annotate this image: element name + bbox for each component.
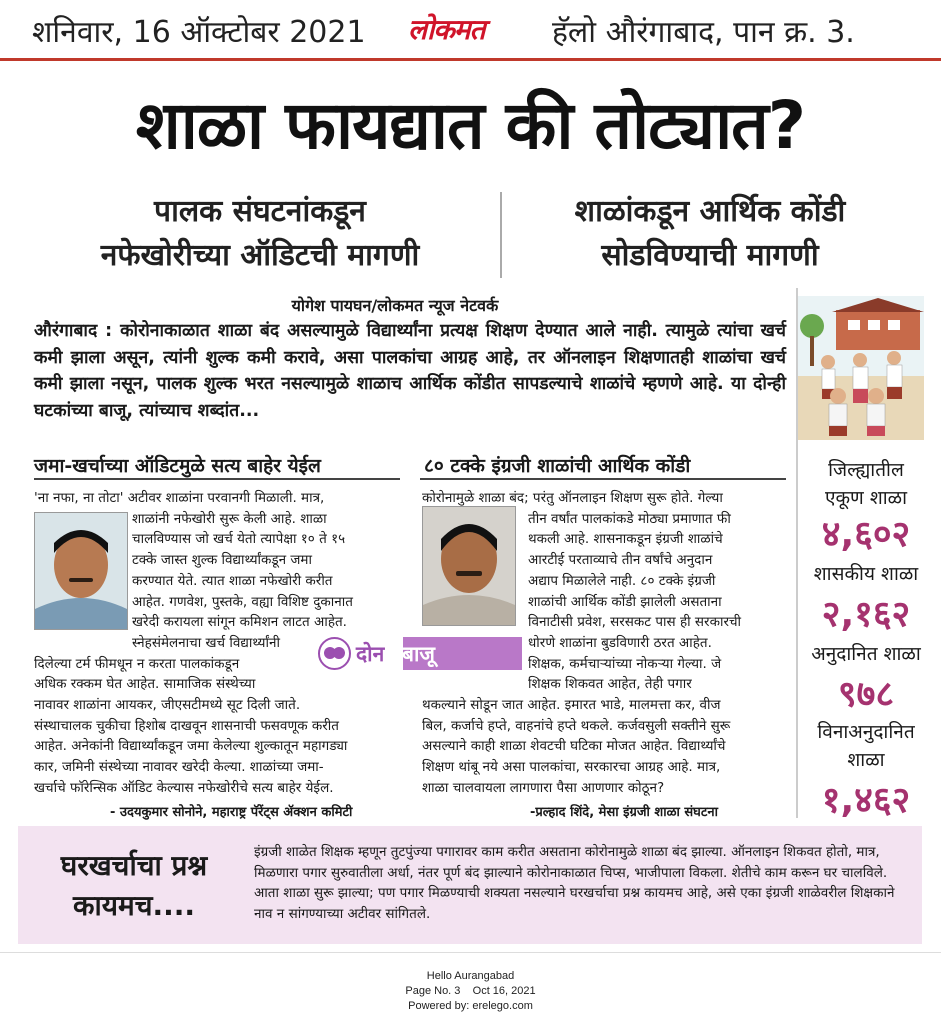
footer-rule <box>0 952 941 953</box>
header-edition: हॅलो औरंगाबाद, पान क्र. 3. <box>552 15 855 50</box>
right-body-line: अद्याप मिळालेले नाही. ८० टक्के इंग्रजी <box>528 572 716 589</box>
left-body-line: स्नेहसंमेलनाचा खर्च विद्यार्थ्यांनी <box>132 634 280 651</box>
left-signature: - उदयकुमार सोनोने, महाराष्ट्र पॅरेंट्स ॲक्शन कमिटी <box>110 805 353 820</box>
right-body-line: शाळा चालवायला लागणारा पैसा आणणार कोठून? <box>422 779 665 796</box>
byline: योगेश पायघन/लोकमत न्यूज नेटवर्क <box>291 296 499 315</box>
right-body-line: बिल, कर्जाचे हप्ते, वाहनांचे हप्ते थकले. कर्जवसुली सक्तीने सुरू <box>422 717 731 734</box>
right-body-line: कोरोनामुळे शाळा बंद; परंतु ऑनलाइन शिक्षण सुरू होते. गेल्या <box>422 490 723 506</box>
box-title-line: कायमच.... <box>72 889 196 922</box>
left-body-line: शाळांनी नफेखोरी सुरू केली आहे. शाळा <box>132 510 327 527</box>
left-body-line: टक्के जास्त शुल्क विद्यार्थ्यांकडून जमा <box>132 552 313 569</box>
left-column-heading: जमा-खर्चाच्या ऑडिटमुळे सत्य बाहेर येईल <box>34 455 321 477</box>
left-body-line: आहेत. गणवेश, पुस्तके, वह्या विशिष्ट दुकानात <box>132 593 353 610</box>
lokmat-logo: लोकमत <box>408 13 485 46</box>
lead-paragraph: औरंगाबाद : कोरोनाकाळात शाळा बंद असल्यामुळे विद्यार्थ्यांना प्रत्यक्ष शिक्षण देण्यात आले नाही. त्यामुळे त्यांचा खर्च कमी झाला असून, त्यांनी शुल्क कमी करावे, असा पालकांचा आग्रह आहे, तर ऑनलाइन शिक्षणातही शाळांचा खर्च कमी झाला नसून, पालक शुल्क भरत नसल्यामुळे शाळाच आर्थिक कोंडीत सापडल्याचे शाळांचे म्हणणे आहे. या दोन्ही घटकांच्या बाजू, त्यांच्याच शब्दांत... <box>34 321 786 421</box>
stat-value-unaided: १,४६२ <box>821 780 911 821</box>
badge-right-text: बाजू <box>402 642 436 666</box>
subhead-left-line: पालक संघटनांकडून <box>154 194 366 229</box>
right-body-line: तीन वर्षांत पालकांकडे मोठ्या प्रमाणात फी <box>528 510 731 527</box>
left-body-line: करण्यात येते. त्यात शाळा नफेखोरी करीत <box>132 572 333 589</box>
stat-label-government: शासकीय शाळा <box>813 563 919 585</box>
box-title-line: घरखर्चाचा प्रश्न <box>60 849 208 882</box>
left-body-line: अधिक रक्कम घेत आहेत. सामाजिक संस्थेच्या <box>34 676 256 693</box>
left-body-line: दिलेल्या टर्म फीमधून न करता पालकांकडून <box>34 655 240 672</box>
right-body-line: आरटीई परताव्याचे तीन वर्षांचे अनुदान <box>528 552 713 569</box>
box-title <box>28 846 240 926</box>
stat-value-aided: ९७८ <box>837 674 895 715</box>
left-body-line: खर्चाचे फॉरेन्सिक ऑडिट केल्यास नफेखोरीचे सत्य बाहेर येईल. <box>34 779 334 796</box>
right-column-heading: ८० टक्के इंग्रजी शाळांची आर्थिक कोंडी <box>424 455 691 477</box>
left-body-line: नावावर शाळांना आयकर, जीएसटीमध्ये सूट दिली जाते. <box>34 697 301 713</box>
stat-value-total: ४,६०२ <box>821 514 911 555</box>
right-body-line: शाळांची आर्थिक कोंडी झालेली असताना <box>528 593 722 610</box>
main-headline: शाळा फायद्यात की तोट्यात? <box>135 87 806 164</box>
subhead-divider <box>500 192 502 278</box>
right-body-line: धोरणे शाळांना बुडविणारी ठरत आहेत. <box>528 634 712 651</box>
header-date: शनिवार, 16 ऑक्टोबर 2021 <box>32 15 366 50</box>
badge-left-text: दोन <box>356 642 385 666</box>
right-body-line: थकल्याने सोडून जात आहेत. इमारत भाडे, मालमत्ता कर, वीज <box>422 697 721 713</box>
stat-label-line: शाळा <box>847 749 885 771</box>
stat-label-aided: अनुदानित शाळा <box>811 643 921 665</box>
right-body-line: थकली आहे. शासनाकडून इंग्रजी शाळांचे <box>528 531 723 548</box>
footer-powered-by: Powered by: erelego.com <box>408 1000 533 1012</box>
stat-label-line: एकूण शाळा <box>824 487 908 509</box>
school-children-illustration <box>798 296 924 440</box>
right-body-line: विनाटीसी प्रवेश, सरसकट पास ही सरकारची <box>528 614 742 631</box>
left-heading-rule <box>34 478 400 480</box>
left-body-line: चालविण्यास जो खर्च येतो त्यापेक्षा १० ते १५ <box>132 531 346 548</box>
left-body-line: संस्थाचालक चुकीचा हिशोब दाखवून शासनाची फसवणूक करीत <box>34 717 339 734</box>
subhead-right <box>510 190 910 278</box>
right-heading-rule <box>420 478 786 480</box>
stat-value-government: २,१६२ <box>821 594 911 635</box>
right-body-line: शिक्षक, कर्मचाऱ्यांच्या नोकऱ्या गेल्या. जे <box>528 655 722 672</box>
left-body-line: कार, जमिनी संस्थेच्या नावावर खरेदी केल्या. शाळांच्या जमा- <box>34 759 324 776</box>
stat-label-line: जिल्ह्यातील <box>828 459 904 481</box>
subhead-left <box>30 190 490 278</box>
left-body-line: खरेदी करायला सांगून कमिशन लाटत आहेत. <box>132 614 347 631</box>
box-body: इंग्रजी शाळेत शिक्षक म्हणून तुटपुंज्या पगारावर काम करीत असताना कोरोनामुळे शाळा बंद झाल्या. ऑनलाइन शिकवत होतो, मात्र, मिळणारा पगार सुरुवातीला अर्धा, नंतर पूर्ण बंद झाल्याने कोरोनाकाळात चिप्स, भाजीपाला विकला. शेतीचे काम करून घर चालविले. आता शाळा सुरू झाल्या; पण पगार मिळण्याची शक्यता नसल्याने घरखर्चाचा प्रश्न कायमच आहे, असे एका इंग्रजी शाळेवरील शिक्षकाने नाव न सांगण्याच्या अटीवर सांगितले. <box>254 844 895 922</box>
footer-page-date: Page No. 3 Oct 16, 2021 <box>405 985 536 997</box>
left-body-line: आहेत. अनेकांनी विद्यार्थ्यांकडून जमा केलेल्या शुल्कातून महागड्या <box>34 738 348 755</box>
stat-label-total <box>796 456 936 512</box>
right-body-line: शिक्षक शिकवत आहेत, तेही पगार <box>528 676 692 693</box>
footer-publication: Hello Aurangabad <box>426 970 515 982</box>
stat-label-line: विनाअनुदानित <box>817 721 915 743</box>
left-body-line: 'ना नफा, ना तोटा' अटीवर शाळांना परवानगी मिळाली. मात्र, <box>34 490 325 506</box>
header-rule <box>0 58 941 61</box>
subhead-left-line: नफेखोरीच्या ऑडिटची मागणी <box>100 238 420 273</box>
stat-label-unaided <box>796 718 936 774</box>
subhead-right-line: सोडविण्याची मागणी <box>601 238 819 273</box>
subhead-right-line: शाळांकडून आर्थिक कोंडी <box>574 194 846 229</box>
right-body-line: शिक्षण थांबू नये असा पालकांचा, सरकारचा आग्रह आहे. मात्र, <box>422 759 721 776</box>
right-signature: -प्रल्हाद शिंदे, मेसा इंग्रजी शाळा संघटना <box>530 805 718 820</box>
speech-bubbles-icon <box>318 637 351 670</box>
right-body-line: असल्याने काही शाळा शेवटची घटिका मोजत आहेत. विद्यार्थ्यांचे <box>422 738 726 755</box>
